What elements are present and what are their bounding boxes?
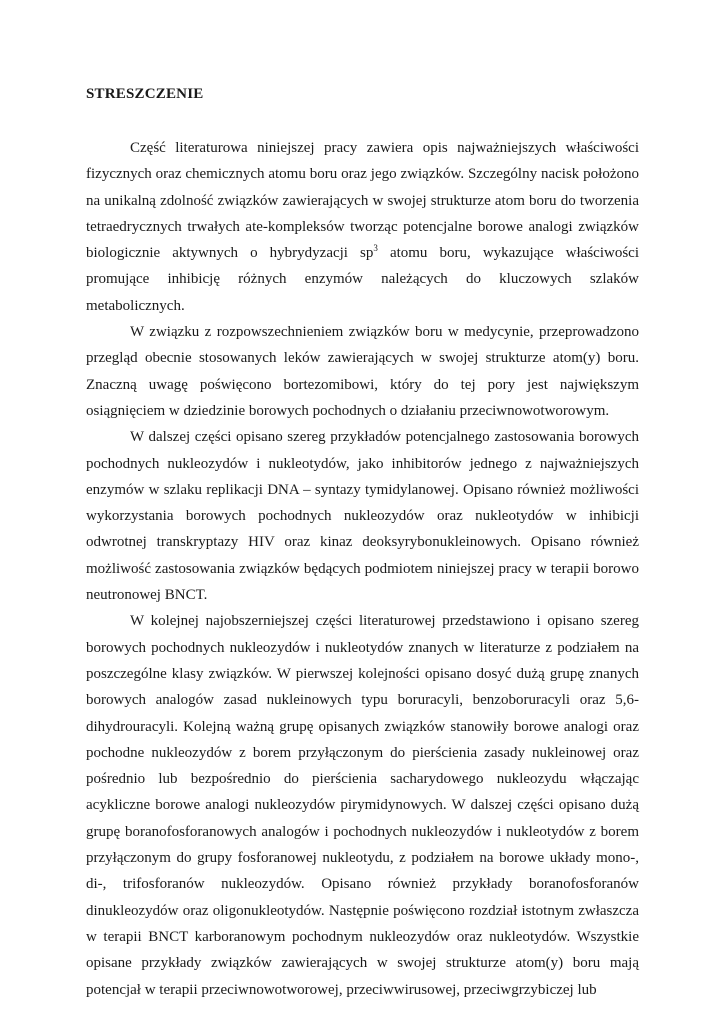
paragraph-1-text-cont: atomu boru, wykazujące właściwości promujące inhibicję różnych enzymów należących do kluczowych szlaków metabolicznych. [86, 245, 639, 314]
section-heading: STRESZCZENIE [86, 86, 204, 102]
paragraph-2: W związku z rozpowszechnieniem związków boru w medycynie, przeprowadzono przegląd obecnie stosowanych leków zawierających w swojej strukturze atom(y) boru. Znaczną uwagę poświęcono bortezomibowi, który do tej pory jest największym osiągnięciem w dziedzinie borowych pochodnych o działaniu przeciwnowotworowym. [86, 324, 639, 419]
superscript: 3 [373, 243, 378, 254]
paragraph-1 [86, 135, 639, 319]
paragraph-4: W kolejnej najobszerniejszej części literaturowej przedstawiono i opisano szereg borowych pochodnych nukleozydów i nukleotydów znanych w literaturze z podziałem na poszczególne klasy związków. W pierwszej kolejności opisano dosyć dużą grupę znanych borowych analogów zasad nukleinowych typu boruracyli, benzoboruracyli oraz 5,6-dihydrouracyli. Kolejną ważną grupę opisanych związków stanowiły borowe analogi oraz pochodne nukleozydów z borem przyłączonym do pierścienia zasady nukleinowej oraz pośrednio lub bezpośrednio do pierścienia sacharydowego nukleozydu włączając acykliczne borowe analogi nukleozydów pirymidynowych. W dalszej części opisano dużą grupę boranofosforanowych analogów i pochodnych nukleozydów i nukleotydów z borem przyłączonym do grupy fosforanowej nukleotydu, z podziałem na borowe układy mono-, di-, trifosforanów nukleozydów. Opisano również przykłady boranofosforanów dinukleozydów oraz oligonukleotydów. Następnie poświęcono rozdział istotnym zwłaszcza w terapii BNCT karboranowym pochodnym nukleozydów oraz nukleotydów. Wszystkie opisane przykłady związków zawierających w swojej strukturze atom(y) boru mają potencjał w terapii przeciwnowotworowej, przeciwwirusowej, przeciwgrzybiczej lub [86, 613, 639, 998]
paragraph-3: W dalszej części opisano szereg przykładów potencjalnego zastosowania borowych pochodnych nukleozydów i nukleotydów, jako inhibitorów jednego z najważniejszych enzymów w szlaku replikacji DNA – syntazy tymidylanowej. Opisano również możliwości wykorzystania borowych pochodnych nukleozydów oraz nukleotydów w inhibicji odwrotnej transkryptazy HIV oraz kinaz deoksyrybonukleinowych. Opisano również możliwość zastosowania związków będących podmiotem niniejszej pracy w terapii borowo neutronowej BNCT. [86, 429, 639, 604]
paragraph-1-text: Część literaturowa niniejszej pracy zawiera opis najważniejszych właściwości fizycznych oraz chemicznych atomu boru oraz jego związków. Szczególny nacisk położono na unikalną zdolność związków zawierających w swojej strukturze atom boru do tworzenia tetraedrycznych trwałych ate-kompleksów tworząc potencjalne borowe analogi związków biologicznie aktywnych o hybrydyzacji sp [86, 140, 639, 262]
